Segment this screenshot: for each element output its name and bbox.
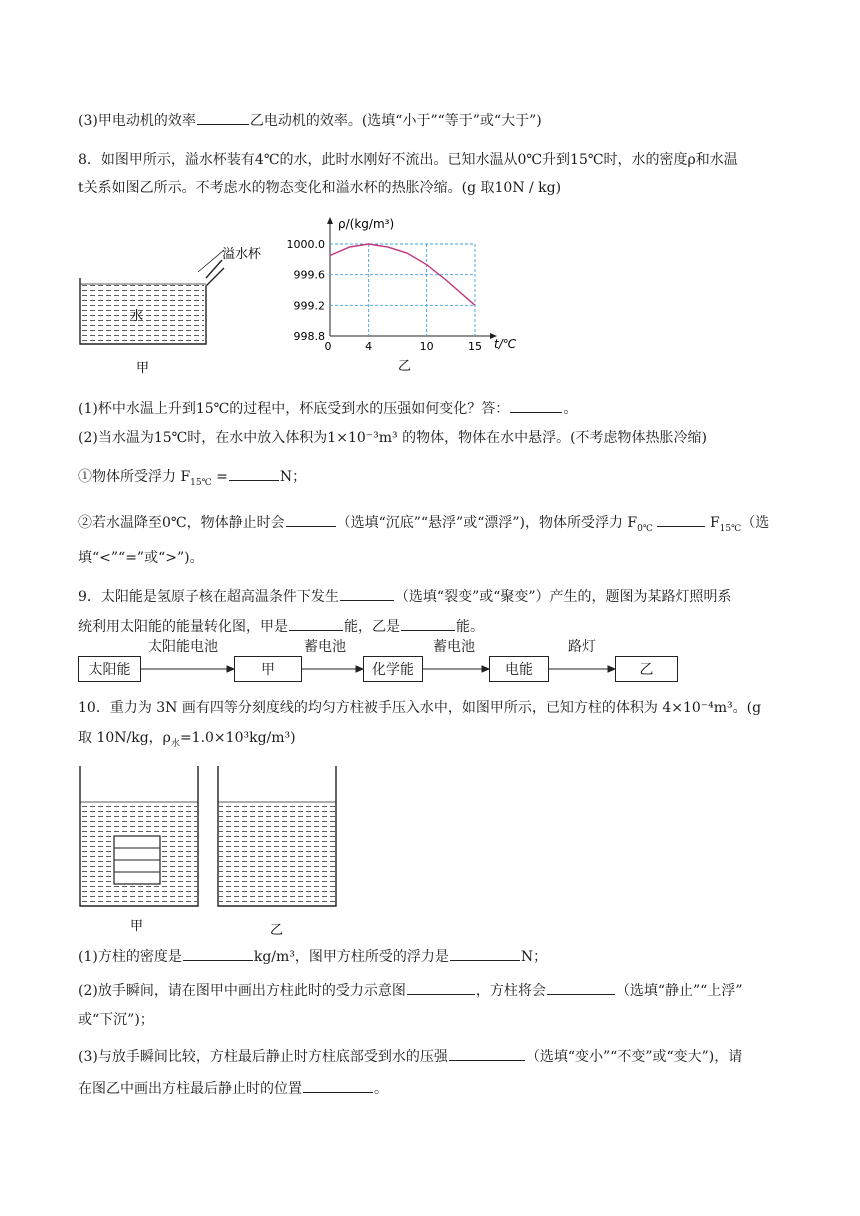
q7-line3: (3)甲电动机的效率 乙电动机的效率。(选填“小于”“等于”或“大于”): [78, 110, 542, 131]
q8-intro-1: 8．如图甲所示，溢水杯装有4℃的水，此时水刚好不流出。已知水温从0℃升到15℃时，水的密度ρ和水温: [78, 152, 738, 168]
y-tick-label: 998.8: [293, 330, 325, 343]
answer-blank[interactable]: [229, 466, 279, 481]
q10-part3: (3)与放手瞬间比较，方柱最后静止时方柱底部受到水的压强 （选填“变小”“不变”或“变大”)，请: [78, 1046, 742, 1067]
figure-yi-label: 乙: [270, 923, 284, 938]
q10-part2-cont: 或“下沉”)；: [78, 1012, 154, 1028]
q9-line1: 9．太阳能是氢原子核在超高温条件下发生 （选填“裂变”或“聚变”）产生的，题图为某路灯照明系: [78, 586, 732, 607]
answer-blank[interactable]: [289, 616, 343, 631]
arrow-label-solar-cell: 太阳能电池: [148, 639, 218, 655]
y-axis-label: ρ/(kg/m³): [338, 217, 395, 231]
answer-blank[interactable]: [303, 1078, 373, 1093]
cup-label: 溢水杯: [222, 247, 262, 262]
water-label: 水: [130, 309, 144, 324]
x-tick-label: 15: [468, 340, 482, 353]
flow-box-yi: 乙: [615, 656, 678, 682]
prism-containers-figure: [74, 764, 374, 940]
figure-jia-label: 甲: [130, 919, 144, 934]
arrow-label-street-lamp: 路灯: [568, 639, 596, 655]
figure-yi-label: 乙: [398, 359, 412, 374]
q8-intro-2: t关系如图乙所示。不考虑水的物态变化和溢水杯的热胀冷缩。(g 取10N / kg): [78, 180, 562, 196]
q8-part1: (1)杯中水温上升到15℃的过程中，杯底受到水的压强如何变化？答： 。: [78, 398, 577, 419]
density-chart: [280, 214, 530, 378]
q10-part1: (1)方柱的密度是 kg/m³，图甲方柱所受的浮力是 N；: [78, 946, 547, 967]
answer-blank[interactable]: [407, 980, 475, 995]
y-tick-label: 999.6: [293, 268, 325, 282]
figure-jia-label: 甲: [136, 361, 150, 376]
q10-part3-cont: 在图乙中画出方柱最后静止时的位置 。: [78, 1078, 388, 1099]
q10-line2: 取 10N/kg，$\rho_水=1.0\times 10^3kg/m^3$): [78, 730, 296, 749]
flow-box-chemical-energy: 化学能: [363, 656, 423, 682]
answer-blank[interactable]: [197, 110, 249, 125]
q8-part2: (2)当水温为15℃时，在水中放入体积为1×10⁻³m³ 的物体，物体在水中悬浮。(不考虑物体热胀冷缩): [78, 430, 708, 446]
answer-blank[interactable]: [450, 946, 520, 961]
arrow-label-battery-2: 蓄电池: [433, 639, 475, 655]
answer-blank[interactable]: [657, 512, 705, 527]
q8-part2-2: ②若水温降至0℃，物体静止时会 （选填“沉底”“悬浮”或“漂浮”)，物体所受浮力 $F_{0℃}$ $F_{15℃}$（选: [78, 512, 769, 539]
answer-blank[interactable]: [401, 616, 455, 631]
x-tick-label: 0: [324, 340, 332, 353]
q9-line2: 统利用太阳能的能量转化图，甲是 能，乙是 能。: [78, 616, 484, 637]
flow-box-solar-energy: 太阳能: [78, 656, 141, 682]
x-axis-label: t/℃: [494, 337, 517, 351]
answer-blank[interactable]: [510, 398, 562, 413]
x-tick-label: 4: [365, 340, 373, 353]
x-tick-label: 10: [419, 340, 434, 353]
y-tick-label: 1000.0: [286, 238, 325, 251]
q10-line1: 10．重力为 3N 画有四等分刻度线的均匀方柱被手压入水中，如图甲所示，已知方柱的体积为 4×10⁻⁴m³。(g: [78, 700, 762, 716]
answer-blank[interactable]: [183, 946, 253, 961]
answer-blank[interactable]: [547, 980, 615, 995]
answer-blank[interactable]: [286, 512, 336, 527]
q8-part2-2-cont: 填“<”“=”或“>”)。: [78, 550, 204, 566]
answer-blank[interactable]: [449, 1046, 525, 1061]
q8-part2-1: ①物体所受浮力 $F_{15℃} = N$；: [78, 466, 306, 493]
overflow-cup-figure: [74, 238, 274, 378]
y-tick-label: 999.2: [293, 299, 325, 313]
answer-blank[interactable]: [340, 586, 394, 601]
flow-box-electric-energy: 电能: [489, 656, 549, 682]
q10-part2: (2)放手瞬间，请在图甲中画出方柱此时的受力示意图 ，方柱将会 （选填“静止”“上浮”: [78, 980, 742, 1001]
flow-box-jia: 甲: [234, 656, 302, 682]
arrow-label-battery-1: 蓄电池: [304, 639, 346, 655]
